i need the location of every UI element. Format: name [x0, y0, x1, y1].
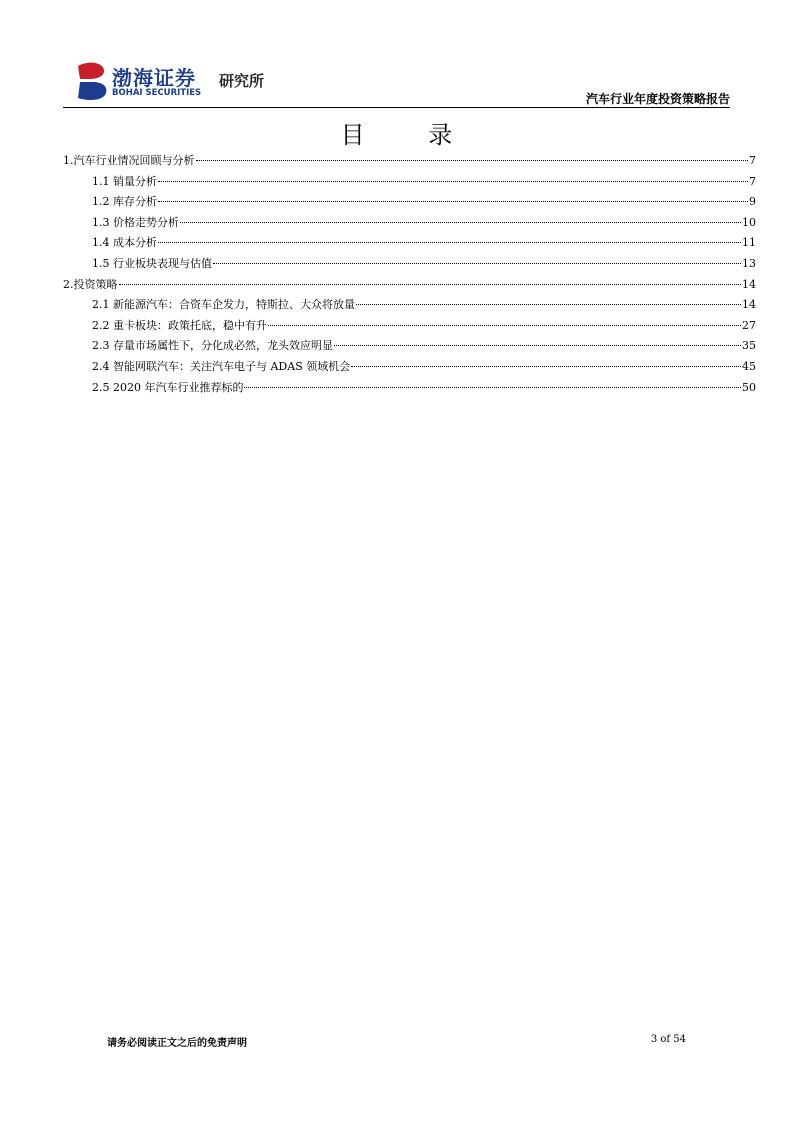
toc-entry-page: 13 — [742, 256, 756, 270]
toc-leader-dots — [356, 304, 741, 305]
toc-entry[interactable] — [63, 193, 756, 214]
logo-institute: 研究所 — [219, 72, 265, 90]
toc-heading: 目 录 — [340, 121, 481, 149]
toc-entry-label: 1.5 行业板块表现与估值 — [92, 256, 212, 270]
report-title: 汽车行业年度投资策略报告 — [585, 92, 730, 106]
toc-entry-page: 10 — [742, 215, 756, 229]
toc-entry-page: 9 — [749, 195, 756, 209]
toc-entry[interactable] — [63, 255, 756, 276]
toc-entry[interactable] — [63, 173, 756, 194]
toc-entry-label: 1.1 销量分析 — [92, 174, 157, 188]
toc-entry[interactable] — [63, 379, 756, 400]
bohai-logo-mark-icon — [74, 60, 110, 102]
footer-disclaimer: 请务必阅读正文之后的免责声明 — [107, 1038, 247, 1049]
toc-leader-dots — [158, 201, 748, 202]
toc-entry-label: 2.1 新能源汽车：合资车企发力，特斯拉、大众将放量 — [92, 298, 355, 312]
header-divider — [63, 107, 730, 108]
toc-entry[interactable] — [63, 358, 756, 379]
toc-entry[interactable] — [63, 337, 756, 358]
toc-leader-dots — [244, 387, 741, 388]
page-number: 3 of 54 — [650, 1034, 686, 1045]
toc-leader-dots — [158, 181, 748, 182]
toc-entry-page: 27 — [742, 318, 756, 332]
toc-leader-dots — [213, 263, 741, 264]
toc-entry-label: 1.2 库存分析 — [92, 195, 157, 209]
toc-entry-label: 2.2 重卡板块：政策托底，稳中有升 — [92, 318, 267, 332]
toc-entry[interactable] — [63, 296, 756, 317]
toc-entry[interactable] — [63, 276, 756, 297]
toc-entry-page: 14 — [742, 298, 756, 312]
toc-leader-dots — [180, 222, 741, 223]
toc-entry-page: 14 — [742, 277, 756, 291]
toc-entry-label: 2.3 存量市场属性下，分化成必然，龙头效应明显 — [92, 339, 333, 353]
toc-entry-page: 7 — [749, 174, 756, 188]
logo-company-cn: 渤海证券 — [112, 66, 196, 90]
toc-entry-page: 45 — [742, 359, 756, 373]
toc-entry[interactable] — [63, 317, 756, 338]
toc-entry-page: 11 — [742, 236, 756, 250]
toc-entry[interactable] — [63, 152, 756, 173]
toc-entry[interactable] — [63, 234, 756, 255]
table-of-contents — [63, 152, 756, 399]
toc-entry-label: 2.4 智能网联汽车：关注汽车电子与 ADAS 领域机会 — [92, 359, 351, 373]
toc-leader-dots — [196, 160, 749, 161]
toc-leader-dots — [351, 366, 741, 367]
toc-entry-label: 1.汽车行业情况回顾与分析 — [63, 154, 195, 167]
toc-entry-page: 35 — [742, 339, 756, 353]
toc-entry[interactable] — [63, 214, 756, 235]
company-logo — [74, 60, 294, 104]
toc-leader-dots — [119, 284, 742, 285]
toc-leader-dots — [268, 325, 741, 326]
toc-entry-page: 50 — [742, 380, 756, 394]
toc-leader-dots — [334, 345, 741, 346]
logo-company-en: BOHAI SECURITIES — [112, 88, 202, 98]
toc-leader-dots — [158, 242, 741, 243]
toc-entry-label: 1.3 价格走势分析 — [92, 215, 179, 229]
toc-entry-label: 2.投资策略 — [63, 277, 118, 291]
toc-entry-page: 7 — [749, 154, 756, 167]
toc-entry-label: 1.4 成本分析 — [92, 236, 157, 250]
toc-entry-label: 2.5 2020 年汽车行业推荐标的 — [92, 380, 244, 394]
